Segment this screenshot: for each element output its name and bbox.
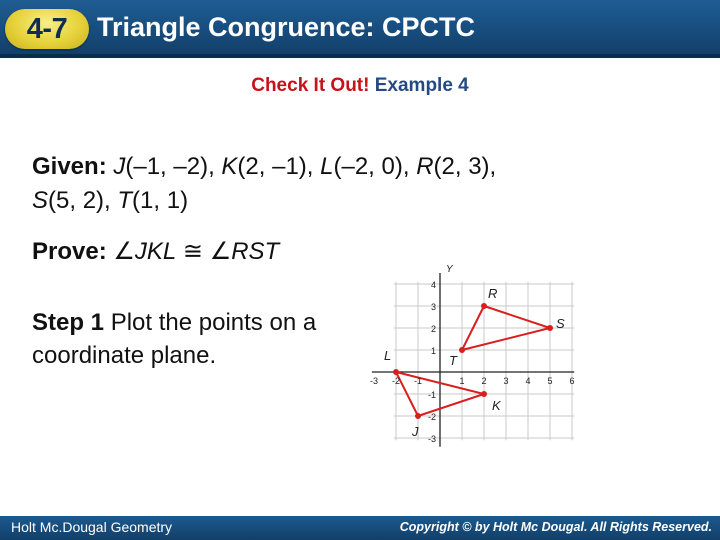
point-name-j: J <box>113 153 126 180</box>
step-label: Step 1 <box>32 309 105 336</box>
point-coords-l: (–2, 0), <box>333 153 417 180</box>
point-name-r: R <box>416 153 434 180</box>
point-name-t: T <box>117 187 133 214</box>
y-tick-label: -1 <box>427 390 436 400</box>
header-divider <box>0 54 720 58</box>
y-tick-label: 1 <box>430 346 436 356</box>
point-label-l: L <box>384 348 392 363</box>
point-coords-r: (2, 3), <box>433 153 497 180</box>
coordinate-plane <box>369 236 605 468</box>
x-tick-label: -2 <box>391 376 401 386</box>
point-coords-j: (–1, –2), <box>125 153 222 180</box>
y-tick-label: -3 <box>427 434 436 444</box>
point-t <box>459 347 465 353</box>
prove-label: Prove: <box>32 238 107 265</box>
lesson-number: 4-7 <box>26 13 68 45</box>
slide-title: Triangle Congruence: CPCTC <box>97 12 476 42</box>
x-tick-label: -3 <box>369 376 379 386</box>
x-tick-label: 5 <box>547 376 553 386</box>
y-axis-label: Y <box>446 263 453 275</box>
x-tick-label: 2 <box>481 376 487 386</box>
step-1 <box>32 306 332 372</box>
point-l <box>393 369 399 375</box>
point-name-k: K <box>221 153 238 180</box>
step-text: Plot the points on a coordinate plane. <box>32 309 317 369</box>
y-tick-label: -2 <box>427 412 436 422</box>
check-it-out-label: Check It Out! <box>251 75 370 96</box>
congruent-symbol: ≅ <box>182 238 204 265</box>
x-tick-label: 6 <box>569 376 575 386</box>
point-label-k: K <box>492 398 501 413</box>
footer-copyright: Copyright © by Holt Mc Dougal. All Rights Reserved. <box>399 520 712 534</box>
x-tick-label: 1 <box>459 376 465 386</box>
y-tick-label: 3 <box>430 302 436 312</box>
x-tick-label: -1 <box>413 376 423 386</box>
angle-rst: RST <box>231 238 280 265</box>
point-label-s: S <box>556 316 565 331</box>
example-label: Example 4 <box>374 75 469 96</box>
footer-publisher: Holt Mc.Dougal Geometry <box>11 519 173 535</box>
given-label: Given: <box>32 153 107 180</box>
point-name-l: L <box>320 153 334 180</box>
point-r <box>481 303 487 309</box>
point-k <box>481 391 487 397</box>
point-s <box>547 325 553 331</box>
point-label-t: T <box>449 353 457 368</box>
point-j <box>415 413 421 419</box>
prove-statement <box>32 237 279 266</box>
angle-symbol-1: ∠ <box>113 238 135 265</box>
point-label-j: J <box>412 424 419 439</box>
example-heading <box>0 75 720 97</box>
given-statement <box>32 150 712 218</box>
angle-symbol-2: ∠ <box>209 238 232 265</box>
point-name-s: S <box>32 187 49 214</box>
x-tick-label: 3 <box>503 376 509 386</box>
x-tick-label: 4 <box>525 376 531 386</box>
point-label-r: R <box>488 286 498 301</box>
point-coords-s: (5, 2), <box>48 187 118 214</box>
y-tick-label: 4 <box>430 280 436 290</box>
angle-jkl: JKL <box>134 238 177 265</box>
y-tick-label: 2 <box>430 324 436 334</box>
point-coords-t: (1, 1) <box>132 187 189 214</box>
point-coords-k: (2, –1), <box>237 153 321 180</box>
